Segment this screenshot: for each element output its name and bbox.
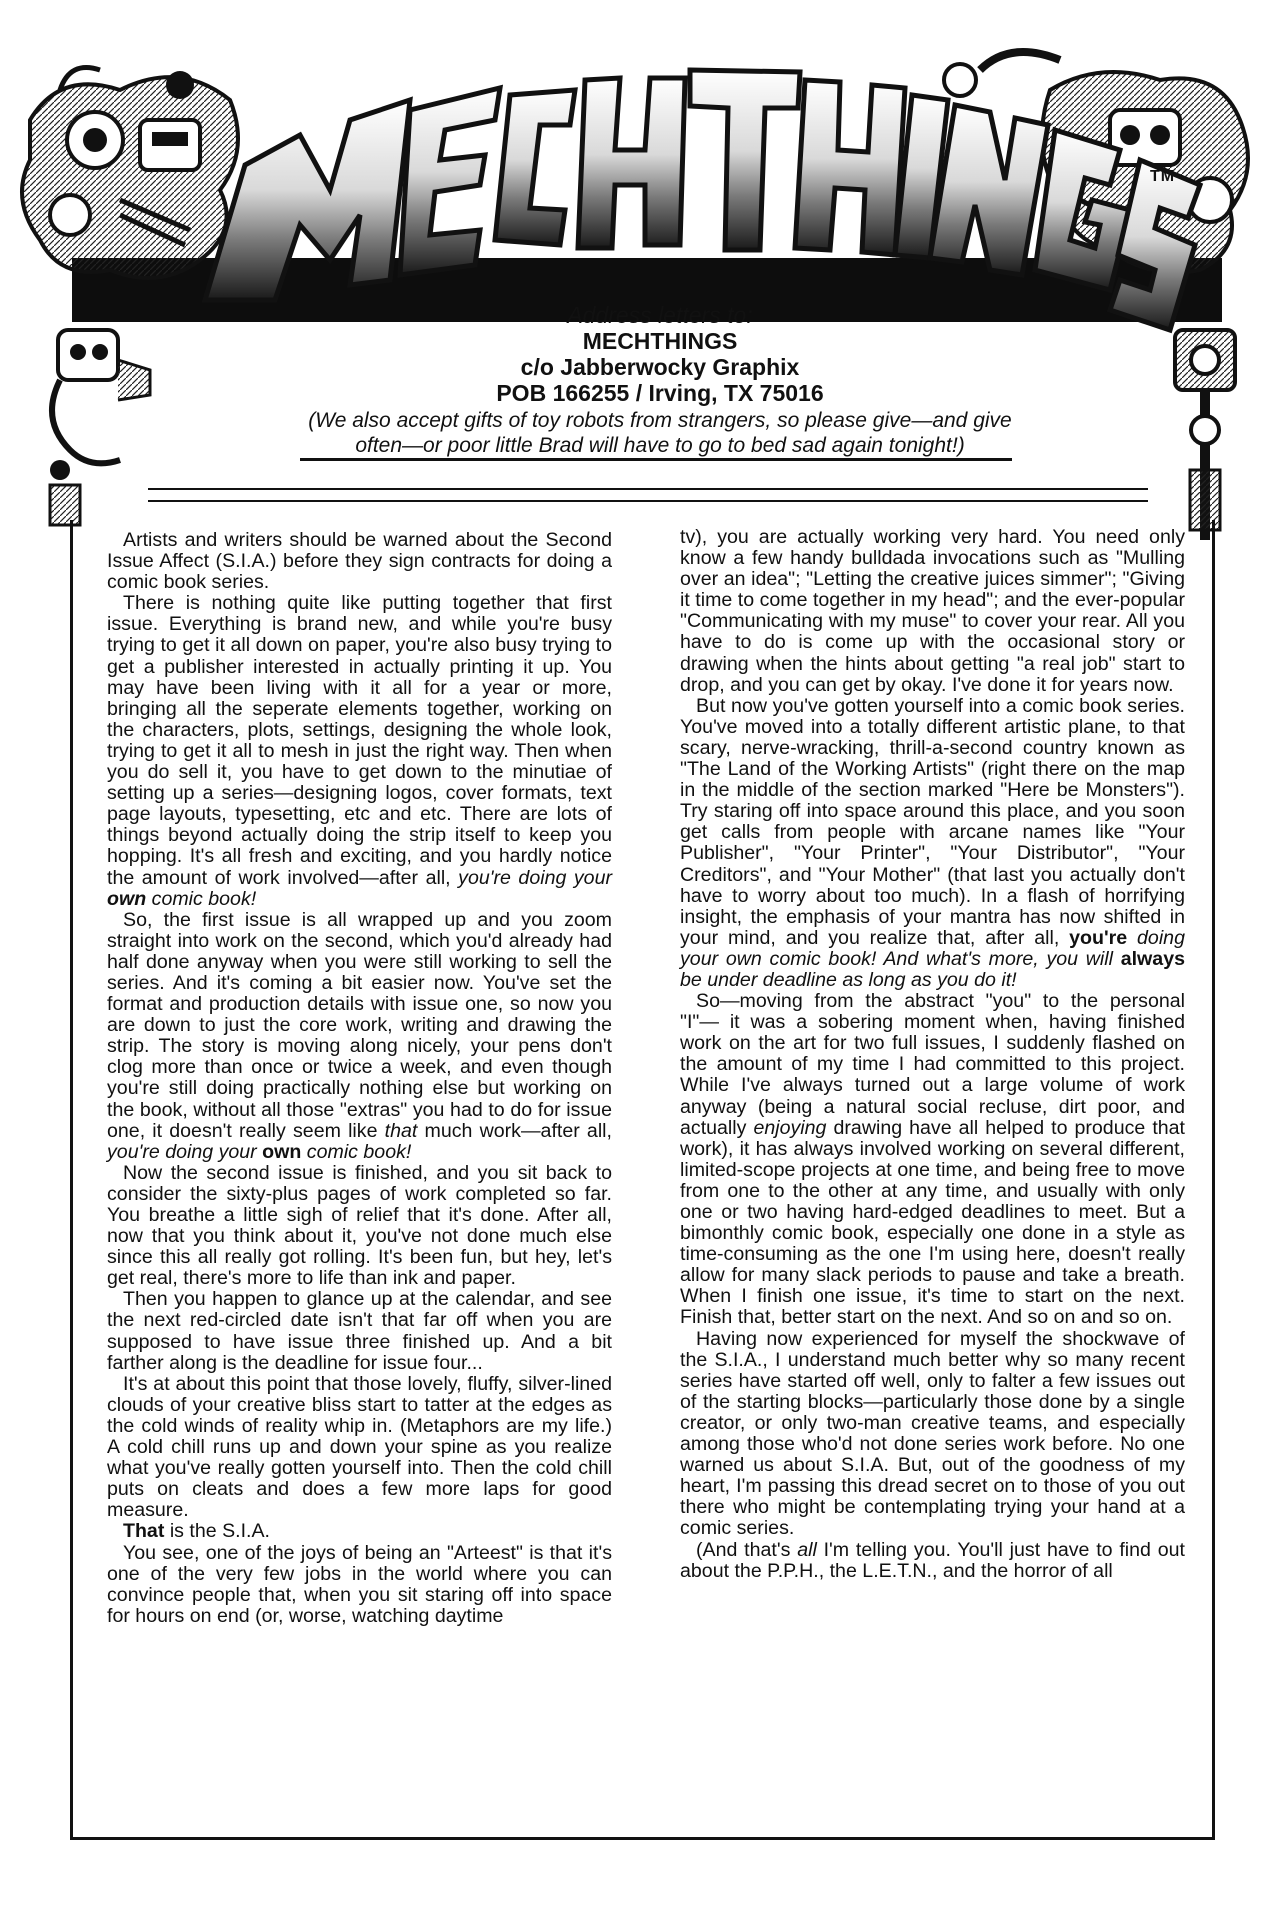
- paragraph: You see, one of the joys of being an "Arteest" is that it's one of the very few jobs in the world where you can convince people that, when you sit staring off into space for hours on end (or, worse, watching daytime: [107, 1541, 612, 1627]
- left-machinery-cluster: [22, 68, 238, 279]
- address-block: [300, 302, 1020, 458]
- address-note: (We also accept gifts of toy robots from strangers, so please give—and give often—or poor little Brad will have to go to bed sad again tonight!): [308, 409, 1012, 457]
- paragraph: Artists and writers should be warned about the Second Issue Affect (S.I.A.) before they sign contracts for doing a comic book series.: [107, 529, 612, 594]
- address-underline: [300, 458, 1012, 461]
- paragraph: So, the first issue is all wrapped up and you zoom straight into work on the second, which you'd already had half done anyway when you were still working to sell the series. And it's coming a bit easier now. You've set the format and production details with issue one, so now you are down to just the core work, writing and drawing the strip. The story is moving along nicely, your pens don't clog more than once or twice a week, and even though you're still doing practically nothing else but working on the book, without all those "extras" you had to do for issue one, it doesn't really seem like that much work—after all, you're doing your own comic book!: [107, 908, 612, 1163]
- paragraph: It's at about this point that those lovely, fluffy, silver-lined clouds of your creative bliss start to tatter at the edges as the cold winds of reality whip in. (Metaphors are my life.) A cold chill runs up and down your spine as you realize what you've really gotten yourself into. Then the cold chill puts on cleats and does a few more laps for good measure.: [107, 1372, 612, 1522]
- paragraph: Having now experienced for myself the shockwave of the S.I.A., I understand much better why so many recent series have started off well, only to falter a few issues out of the starting blocks—particularly those done by a single creator, or only two-man creative teams, and especially among those who'd not done series work before. No one warned us about S.I.A. But, out of the goodness of my heart, I'm passing this dread secret on to those of you out there who might be contemplating trying your hand at a comic series.: [680, 1327, 1185, 1540]
- trademark-mark: TM: [1150, 168, 1176, 185]
- paragraph: tv), you are actually working very hard. You need only know a few handy bulldada invocations such as "Mulling over an idea"; "Letting the creative juices simmer"; "Giving it time to come together in my head"; and the ever-popular "Communicating with my muse" to cover your rear. All you have to do is come up with the occasional story or drawing when the hints about getting "a real job" start to drop, and you can get by okay. I've done it for years now.: [680, 526, 1185, 696]
- frame-right-border: [1212, 520, 1215, 1840]
- paragraph: That is the S.I.A.: [123, 1520, 271, 1543]
- paragraph: Now the second issue is finished, and you sit back to consider the sixty-plus pages of work completed so far. You breathe a little sigh of relief that it's done. After all, now that you think about it, you've not done much else since this all really got rolling. It's been fun, but hey, let's get real, there's more to life than ink and paper.: [107, 1161, 612, 1290]
- frame-left-border: [70, 520, 73, 1840]
- right-side-robot: [1175, 330, 1235, 540]
- article-left-column: [107, 530, 612, 1627]
- article-right-column: [680, 527, 1185, 1582]
- address-line-1: c/o Jabberwocky Graphix: [520, 354, 800, 380]
- paragraph: There is nothing quite like putting together that first issue. Everything is brand new, and while you're busy trying to get it all down on paper, you're also busy trying to get a publisher interested in actually printing it up. You may have been living with it all for a year or more, bringing all the seperate elements together, working on the characters, plots, settings, designing the whole look, trying to get it all to mesh in just the right way. Then when you do sell it, you have to get down to the minutiae of setting up a series—designing logos, cover formats, text page layouts, typesetting, etc and etc. There are lots of things beyond actually doing the strip itself to keep you hopping. It's all fresh and exciting, and you hardly notice the amount of work involved—after all, you're doing your own comic book!: [107, 592, 612, 910]
- divider-rule-bottom: [148, 500, 1148, 502]
- frame-bottom-border: [70, 1837, 1215, 1840]
- address-intro: Address letters to:: [567, 302, 753, 328]
- address-line-2: POB 166255 / Irving, TX 75016: [496, 380, 824, 406]
- paragraph: So—moving from the abstract "you" to the personal "I"— it was a sobering moment when, having finished work on the art for two full issues, I suddenly flashed on the amount of my time I had committed to this project. While I've always turned out a large volume of work anyway (being a natural social recluse, dirt poor, and actually enjoying drawing have all helped to produce that work), it has always involved working on several different, limited-scope projects at one time, and being free to move from one to the other at any time, and usually with only one or two having hard-edged deadlines to meet. But a bimonthly comic book, especially one done in a style as time-consuming as the one I'm using here, doesn't really allow for many slack periods to pause and take a breath. When I finish one issue, it's time to start on the next. Finish that, better start on the next. And so on and so on.: [680, 990, 1185, 1329]
- paragraph: (And that's all I'm telling you. You'll just have to find out about the P.P.H., the L.E.T.N., and the horror of all: [680, 1538, 1185, 1582]
- paragraph: But now you've gotten yourself into a comic book series. You've moved into a totally different artistic plane, to that scary, nerve-wracking, thrill-a-second country known as "The Land of the Working Artists" (right there on the map in the middle of the section marked "Here be Monsters"). Try staring off into space around this place, and you soon get calls from people with arcane names like "Your Publisher", "Your Printer", "Your Distributor", "Your Creditors", and "Your Mother" (that last you actually don't have to worry about too much). In a flash of horrifying insight, the emphasis of your mantra has now shifted in your mind, and you realize that, after all, you're doing your own comic book! And what's more, you will always be under deadline as long as you do it!: [680, 694, 1185, 991]
- address-name: MECHTHINGS: [582, 328, 738, 354]
- paragraph: Then you happen to glance up at the calendar, and see the next red-circled date isn't that far off when you are supposed to have issue three finished up. And a bit farther along is the deadline for issue four...: [107, 1288, 612, 1374]
- left-side-robot: [50, 330, 150, 525]
- divider-rule-top: [148, 488, 1148, 490]
